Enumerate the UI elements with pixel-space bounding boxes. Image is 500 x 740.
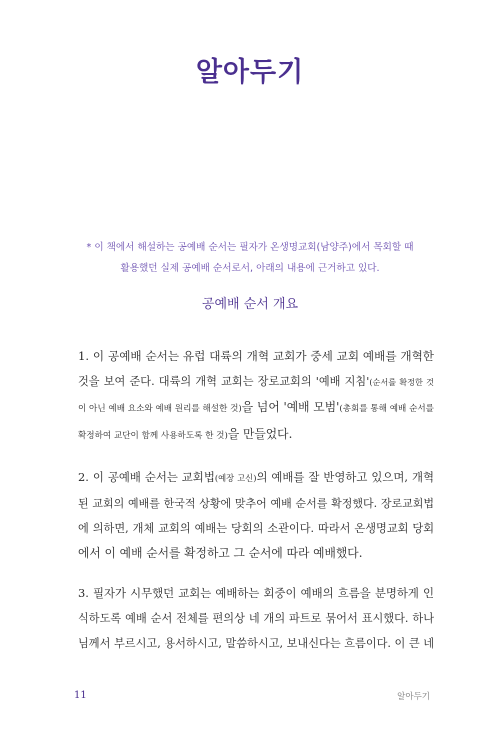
page-title: 알아두기 <box>195 57 305 88</box>
paragraph-line: 확정하여 교단이 함께 사용하도록 한 것)을 만들었다. <box>78 427 293 441</box>
section-heading: 공예배 순서 개요 <box>201 297 299 312</box>
notice-block <box>40 237 460 279</box>
paragraph-3 <box>78 581 434 656</box>
paragraph-1 <box>78 344 434 449</box>
paragraph-2 <box>78 465 434 566</box>
paragraph-line: 1. 이 공예배 순서는 유럽 대륙의 개혁 교회가 중세 교회 예배를 개혁한 <box>78 349 434 363</box>
paragraph-line: 3. 필자가 시무했던 교회는 예배하는 회중이 예배의 흐름을 분명하게 인 <box>78 586 434 600</box>
notice-line: 활용했던 실제 공예배 순서로서, 아래의 내용에 근거하고 있다. <box>120 263 380 274</box>
paragraph-line: 이 아닌 예배 요소와 예배 원리를 해설한 것)을 넘어 '예배 모범'(총회를 통해 예배 순서를 <box>78 400 434 414</box>
paragraph-line: 식하도록 예배 순서 전체를 편의상 네 개의 파트로 묶어서 표시했다. 하나 <box>78 612 434 625</box>
paragraph-line: 에 의하면, 개체 교회의 예배는 당회의 소관이다. 따라서 온생명교회 당회 <box>78 522 434 535</box>
paragraph-line: 된 교회의 예배를 한국적 상황에 맞추어 예배 순서를 확정했다. 장로교회법 <box>78 497 434 510</box>
paragraph-line: 님께서 부르시고, 용서하시고, 말씀하시고, 보내신다는 흐름이다. 이 큰 네 <box>78 637 435 650</box>
paragraph-line: 것을 보여 준다. 대륙의 개혁 교회는 장로교회의 '예배 지침'(순서를 확정한 것 <box>78 375 434 388</box>
paragraph-line: 에서 이 예배 순서를 확정하고 그 순서에 따라 예배했다. <box>78 546 363 560</box>
running-title: 알아두기 <box>397 692 430 702</box>
paragraph-line: 2. 이 공예배 순서는 교회법(예장 고신)의 예배를 잘 반영하고 있으며, 개혁 <box>78 470 434 484</box>
page-number: 11 <box>74 690 87 701</box>
notice-line: * 이 책에서 해설하는 공예배 순서는 필자가 온생명교회(남양주)에서 목회할 때 <box>86 242 414 253</box>
